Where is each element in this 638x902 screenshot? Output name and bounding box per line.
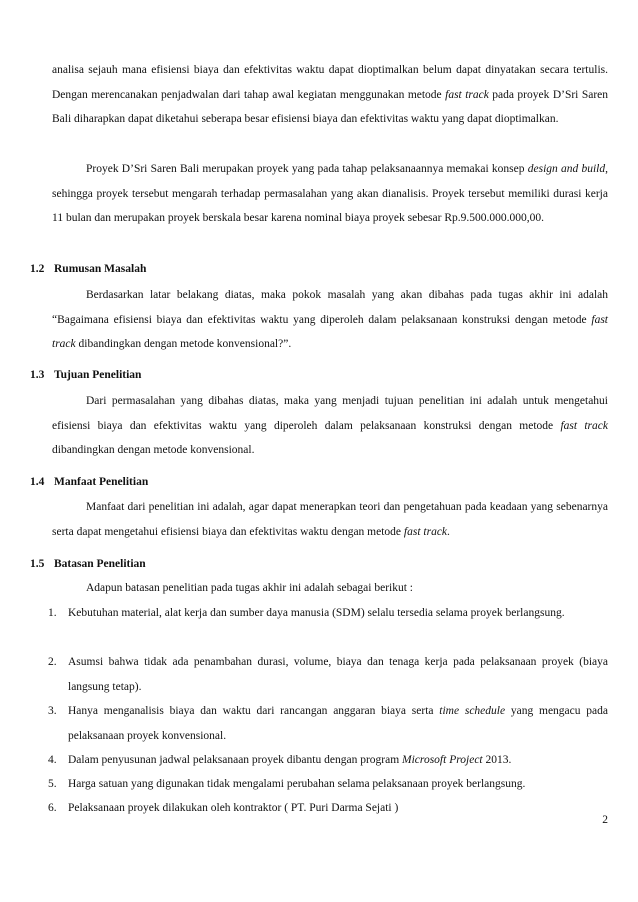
list-item — [48, 796, 608, 821]
section-heading-1-5 — [30, 558, 146, 570]
italic-term: time schedule — [439, 705, 506, 717]
text-segment: 2013. — [482, 754, 512, 766]
text-segment: Hanya menganalisis biaya dan waktu dari rancangan anggaran biaya serta — [68, 705, 440, 717]
text-segment: Proyek D’Sri Saren Bali merupakan proyek yang pada tahap pelaksanaannya memakai konsep — [86, 163, 528, 175]
section-title: Rumusan Masalah — [54, 263, 147, 275]
list-item — [48, 650, 608, 699]
list-number: 5. — [48, 778, 57, 790]
list-text — [68, 748, 608, 773]
italic-term: fast track — [445, 88, 489, 101]
section-heading-1-3 — [30, 369, 141, 381]
italic-term: design and build — [527, 163, 606, 175]
text-segment: Asumsi bahwa tidak ada penambahan durasi, volume, biaya dan tenaga kerja pada pelaksanaan proyek (biaya langsung tetap). — [68, 656, 608, 693]
section-title: Batasan Penelitian — [54, 558, 146, 570]
list-number: 1. — [48, 607, 57, 619]
text-segment: dibandingkan dengan metode konvensional. — [52, 444, 255, 457]
section-number: 1.4 — [30, 476, 45, 488]
list-item — [48, 601, 608, 626]
text-segment: Berdasarkan latar belakang diatas, maka pokok masalah yang akan dibahas pada tugas akhir ini adalah “Bagaimana efisiensi biaya dan efektivitas waktu yang diperoleh dalam pelaksanaan konstruksi dengan metode — [52, 289, 608, 326]
italic-term: fast track — [52, 313, 608, 351]
section-1-2-paragraph — [52, 283, 608, 357]
text-segment: Dalam penyusunan jadwal pelaksanaan proyek dibantu dengan program — [68, 754, 403, 766]
list-number: 3. — [48, 705, 57, 717]
list-item — [48, 699, 608, 748]
list-text — [68, 796, 608, 821]
section-heading-1-2 — [30, 263, 146, 275]
text-segment: Harga satuan yang digunakan tidak mengalami perubahan selama pelaksanaan proyek berlangsung. — [68, 778, 526, 790]
italic-term: Microsoft Project — [402, 754, 483, 766]
section-1-4-paragraph — [52, 495, 608, 544]
list-number: 6. — [48, 802, 57, 814]
text-segment: Adapun batasan penelitian pada tugas akhir ini adalah sebagai berikut : — [86, 582, 413, 594]
italic-term: fast track — [560, 419, 608, 432]
section-number: 1.2 — [30, 263, 45, 275]
section-1-5-intro — [52, 576, 608, 601]
list-item — [48, 748, 608, 773]
section-title: Manfaat Penelitian — [54, 476, 149, 488]
text-segment: Pelaksanaan proyek dilakukan oleh kontraktor ( PT. Puri Darma Sejati ) — [68, 802, 399, 814]
text-segment: dibandingkan dengan metode konvensional?”. — [75, 338, 292, 351]
list-text — [68, 601, 608, 626]
text-segment: Dari permasalahan yang dibahas diatas, maka yang menjadi tujuan penelitian ini adalah untuk mengetahui efisiensi biaya dan efektivitas waktu yang diperoleh dalam pelaksanaan konstruksi dengan metode — [52, 395, 608, 432]
text-segment: , sehingga proyek tersebut mengarah terhadap permasalahan yang akan dianalisis. Proyek tersebut memiliki durasi kerja 11 bulan dan merupakan proyek berskala besar karena nominal biaya proyek sebesar Rp.9.500.000.000,00. — [52, 163, 608, 225]
section-number: 1.3 — [30, 369, 45, 381]
list-item — [48, 772, 608, 797]
list-text — [68, 699, 608, 748]
intro-paragraph-continued — [52, 58, 608, 132]
text-segment: Manfaat dari penelitian ini adalah, agar dapat menerapkan teori dan pengetahuan pada keadaan yang sebenarnya serta dapat mengetahui efisiensi biaya dan efektivitas waktu dengan metode — [52, 501, 608, 538]
text-segment: analisa sejauh mana efisiensi biaya dan efektivitas waktu dapat dioptimalkan belum dapat dinyatakan secara tertulis. Dengan merencanakan penjadwalan dari tahap awal kegiatan menggunakan metode — [52, 64, 608, 101]
text-segment: Kebutuhan material, alat kerja dan sumber daya manusia (SDM) selalu tersedia selama proyek berlangsung. — [68, 607, 565, 619]
list-number: 4. — [48, 754, 57, 766]
intro-paragraph-project — [52, 157, 608, 231]
italic-term: fast track — [403, 525, 448, 538]
list-text — [68, 650, 608, 699]
text-segment: . — [447, 525, 450, 538]
text-segment: pada proyek D’Sri Saren Bali diharapkan dapat diketahui seberapa besar efisiensi biaya dan efektivitas waktu yang dapat dioptimalkan. — [52, 88, 609, 126]
page-number: 2 — [602, 814, 608, 826]
list-number: 2. — [48, 656, 57, 668]
text-segment: yang mengacu pada pelaksanaan proyek konvensional. — [68, 705, 608, 742]
section-title: Tujuan Penelitian — [54, 369, 142, 381]
section-heading-1-4 — [30, 476, 148, 488]
section-number: 1.5 — [30, 558, 45, 570]
list-text — [68, 772, 608, 797]
section-1-3-paragraph — [52, 389, 608, 463]
